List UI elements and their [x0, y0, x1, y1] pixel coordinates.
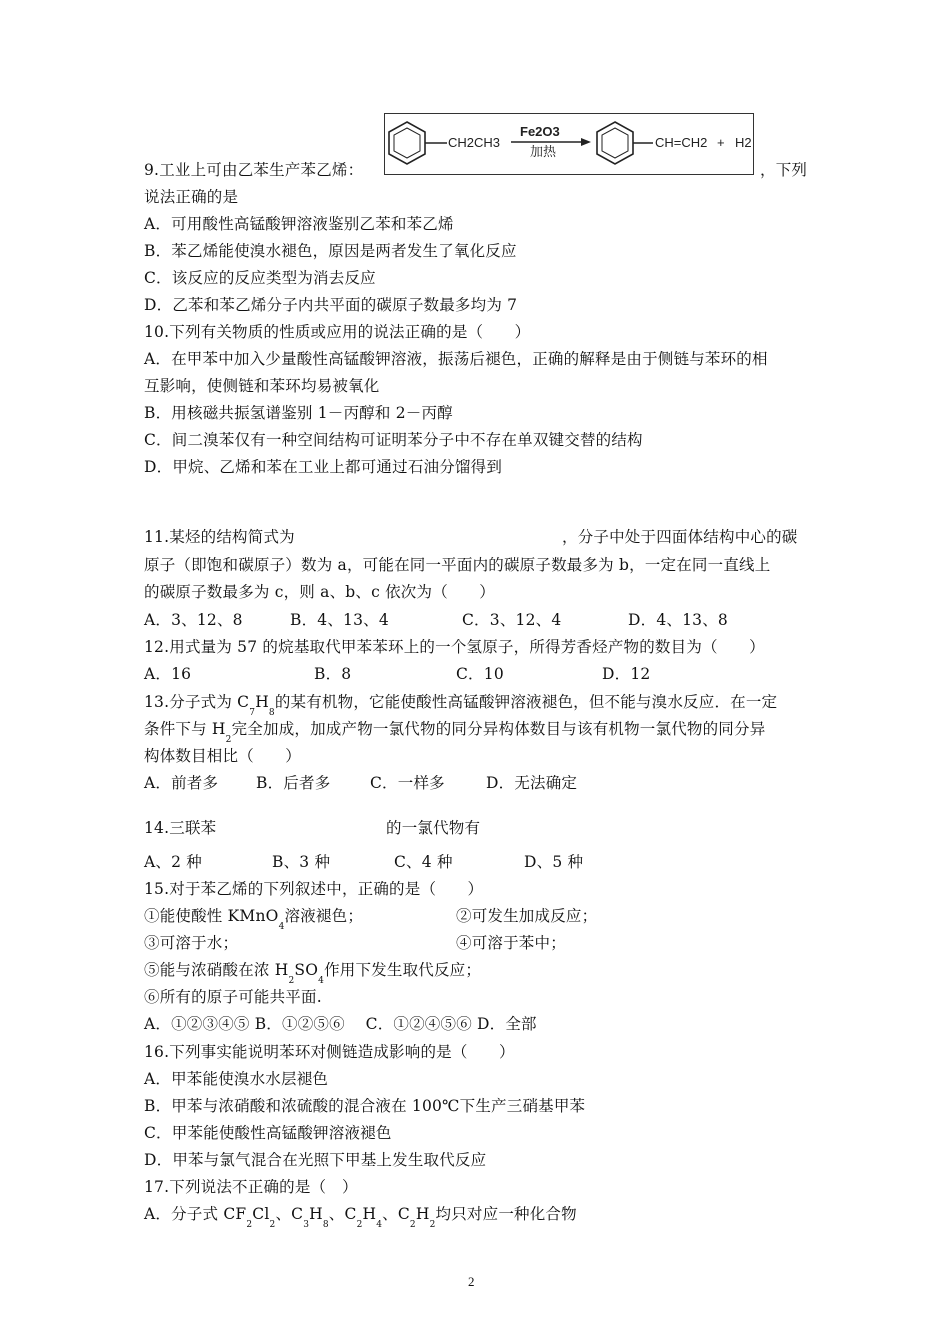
q9-option-b: B．苯乙烯能使溴水褪色，原因是两者发生了氧化反应: [144, 242, 517, 260]
reaction-scheme-image: [384, 113, 754, 175]
q11-option-a: A．3、12、8: [144, 611, 243, 629]
q11-option-d: D．4、13、8: [628, 611, 728, 629]
q15-stem: 15.对于苯乙烯的下列叙述中，正确的是（ ）: [144, 880, 484, 898]
page-number: 2: [468, 1274, 475, 1289]
q12-option-c: C．10: [456, 665, 504, 683]
q16-option-b: B．甲苯与浓硝酸和浓硫酸的混合液在 100℃下生产三硝基甲苯: [144, 1097, 586, 1115]
q15-item-2: ②可发生加成反应；: [456, 907, 598, 925]
q13-option-b: B．后者多: [256, 774, 331, 792]
q11-option-c: C．3、12、4: [462, 611, 562, 629]
q11-option-b: B．4、13、4: [290, 611, 389, 629]
reaction-h2: H2: [735, 135, 752, 150]
q14-stem-tail: 的一氯代物有: [386, 819, 481, 837]
q13-option-c: C．一样多: [370, 774, 445, 792]
q13-stem-line3: 构体数目相比（ ）: [144, 747, 302, 765]
q13-stem: 13.分子式为 $C_7H_8$的某有机物，它能使酸性高锰酸钾溶液褪色，但不能与溴水反应．在一定: [144, 693, 778, 718]
q15-options: A．①②③④⑤ B．①②⑤⑥ C．①②④⑤⑥ D．全部: [144, 1015, 537, 1033]
q15-item-6: ⑥所有的原子可能共平面.: [144, 988, 322, 1006]
q10-stem: 10.下列有关物质的性质或应用的说法正确的是（ ）: [144, 323, 531, 341]
q10-option-a: A．在甲苯中加入少量酸性高锰酸钾溶液，振荡后褪色，正确的解释是由于侧链与苯环的相: [144, 350, 768, 368]
q13-option-a: A．前者多: [144, 774, 219, 792]
q14-option-c: C、4 种: [394, 853, 453, 871]
reaction-catalyst: Fe2O3: [520, 124, 560, 139]
q12-option-d: D．12: [602, 665, 651, 683]
reaction-plus: +: [717, 135, 725, 150]
q12-option-b: B．8: [314, 665, 352, 683]
q13-stem-line2: 条件下与 $H_2$完全加成，加成产物一氯代物的同分异构体数目与该有机物一氯代物的同分异: [144, 720, 766, 745]
q9-option-a: A．可用酸性高锰酸钾溶液鉴别乙苯和苯乙烯: [144, 215, 454, 233]
q15-item-1: ①能使酸性 KMnO$_4$溶液褪色；: [144, 907, 364, 932]
q17-option-a: A．分子式 $CF_2Cl_2$、$C_3H_8$、$C_2H_4$、$C_2H_2$均只对应一种化合物: [144, 1205, 577, 1230]
q16-option-c: C．甲苯能使酸性高锰酸钾溶液褪色: [144, 1124, 392, 1142]
q13-option-d: D．无法确定: [486, 774, 578, 792]
q11-stem-tail: ，分子中处于四面体结构中心的碳: [562, 528, 798, 546]
q9-option-c: C．该反应的反应类型为消去反应: [144, 269, 376, 287]
q15-item-5: ⑤能与浓硝酸在浓 $H_2SO_4$作用下发生取代反应；: [144, 961, 482, 986]
q11-stem-line2: 原子（即饱和碳原子）数为 a，可能在同一平面内的碳原子数最多为 b，一定在同一直线上: [144, 556, 771, 574]
reaction-condition: 加热: [530, 144, 557, 159]
q17-stem: 17.下列说法不正确的是（ ）: [144, 1178, 358, 1196]
q10-option-a-cont: 互影响，使侧链和苯环均易被氧化: [144, 377, 380, 395]
reaction-left-group: CH2CH3: [448, 135, 501, 150]
q15-item-4: ④可溶于苯中；: [456, 934, 566, 952]
q16-option-a: A．甲苯能使溴水水层褪色: [144, 1070, 329, 1088]
q14-option-a: A、2 种: [144, 853, 202, 871]
q14-stem: 14.三联苯: [144, 819, 217, 837]
q14-option-b: B、3 种: [272, 853, 331, 871]
q16-option-d: D．甲苯与氯气混合在光照下甲基上发生取代反应: [144, 1151, 487, 1169]
q11-stem-line3: 的碳原子数最多为 c，则 a、b、c 依次为（ ）: [144, 583, 496, 601]
q10-option-d: D．甲烷、乙烯和苯在工业上都可通过石油分馏得到: [144, 458, 503, 476]
q12-stem: 12.用式量为 57 的烷基取代甲苯苯环上的一个氢原子，所得芳香烃产物的数目为（ ）: [144, 638, 765, 656]
q9-stem-tail: ，下列: [760, 161, 808, 179]
q12-option-a: A．16: [144, 665, 192, 683]
q11-stem: 11.某烃的结构简式为: [144, 528, 295, 546]
q10-option-b: B．用核磁共振氢谱鉴别 1－丙醇和 2－丙醇: [144, 404, 453, 422]
q10-option-c: C．间二溴苯仅有一种空间结构可证明苯分子中不存在单双键交替的结构: [144, 431, 643, 449]
q9-option-d: D．乙苯和苯乙烯分子内共平面的碳原子数最多均为 7: [144, 296, 518, 314]
reaction-right-group: CH=CH2: [655, 135, 708, 150]
reaction-scheme-drawing: [385, 114, 755, 176]
q15-item-3: ③可溶于水；: [144, 934, 239, 952]
q9-stem-line2: 说法正确的是: [144, 188, 239, 206]
q9-stem: 9.工业上可由乙苯生产苯乙烯：: [144, 161, 364, 179]
q14-option-d: D、5 种: [524, 853, 584, 871]
q16-stem: 16.下列事实能说明苯环对侧链造成影响的是（ ）: [144, 1043, 515, 1061]
